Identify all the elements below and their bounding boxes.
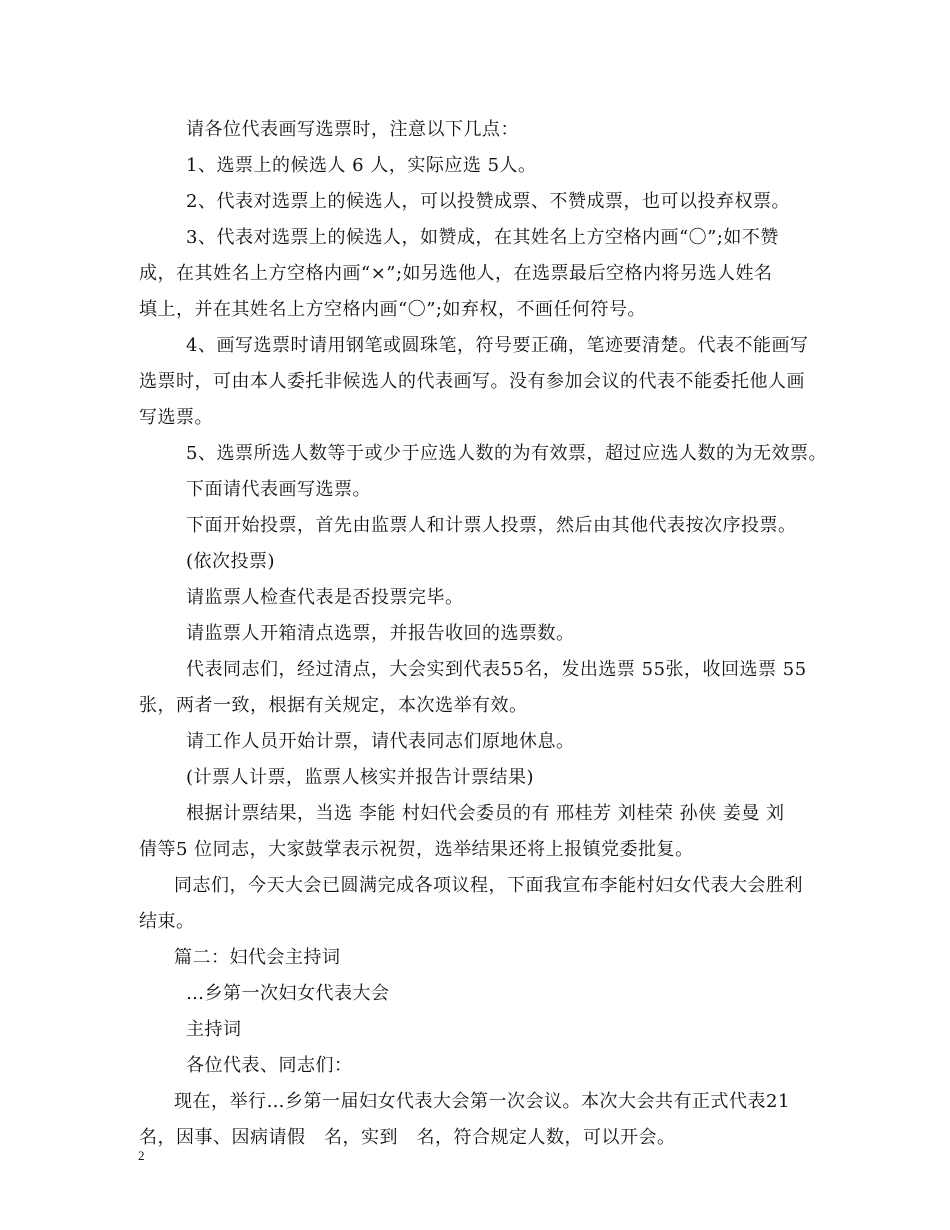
paragraph-line: 同志们，今天大会已圆满完成各项议程，下面我宣布李能村妇女代表大会胜利	[174, 875, 803, 896]
paragraph-line: 请工作人员开始计票，请代表同志们原地休息。	[186, 731, 575, 752]
paragraph-line: 下面开始投票，首先由监票人和计票人投票，然后由其他代表按次序投票。	[186, 515, 797, 536]
paragraph-line: 4、画写选票时请用钢笔或圆珠笔，符号要正确，笔迹要清楚。代表不能画写	[186, 335, 809, 356]
paragraph-line: 请各位代表画写选票时，注意以下几点：	[186, 119, 519, 140]
paragraph-line: 主持词	[186, 1019, 242, 1040]
paragraph-line: 代表同志们，经过清点，大会实到代表55名，发出选票 55张，收回选票 55	[186, 659, 807, 680]
paragraph-line: 现在，举行…乡第一届妇女代表大会第一次会议。本次大会共有正式代表21	[174, 1091, 790, 1112]
paragraph-line: 倩等5 位同志，大家鼓掌表示祝贺，选举结果还将上报镇党委批复。	[139, 839, 694, 860]
paragraph-line: 3、代表对选票上的候选人，如赞成，在其姓名上方空格内画“〇”;如不赞	[186, 227, 779, 248]
paragraph-line: 张，两者一致，根据有关规定，本次选举有效。	[139, 695, 528, 716]
paragraph-line: 写选票。	[139, 407, 213, 428]
paragraph-line: …乡第一次妇女代表大会	[186, 983, 390, 1004]
paragraph-line: 请监票人开箱清点选票，并报告收回的选票数。	[186, 623, 575, 644]
paragraph-line: 下面请代表画写选票。	[186, 479, 371, 500]
paragraph-line: (计票人计票，监票人核实并报告计票结果)	[186, 767, 535, 788]
paragraph-line: 根据计票结果，当选 李能 村妇代会委员的有 邢桂芳 刘桂荣 孙侠 姜曼 刘	[186, 803, 785, 824]
document-body	[139, 112, 827, 1156]
paragraph-line: 名，因事、因病请假 名，实到 名，符合规定人数，可以开会。	[139, 1127, 676, 1148]
paragraph-line: 结束。	[139, 911, 195, 932]
paragraph-line: 成，在其姓名上方空格内画“×”;如另选他人，在选票最后空格内将另选人姓名	[139, 263, 773, 284]
page-number: 2	[138, 1148, 145, 1163]
section-heading: 篇二：妇代会主持词	[174, 947, 341, 968]
paragraph-line: 2、代表对选票上的候选人，可以投赞成票、不赞成票，也可以投弃权票。	[186, 191, 790, 212]
paragraph-line: 各位代表、同志们：	[186, 1055, 353, 1076]
paragraph-line: 选票时，可由本人委托非候选人的代表画写。没有参加会议的代表不能委托他人画	[139, 371, 805, 392]
paragraph-line: 请监票人检查代表是否投票完毕。	[186, 587, 464, 608]
paragraph-line: (依次投票)	[186, 551, 276, 572]
paragraph-line: 5、选票所选人数等于或少于应选人数的为有效票，超过应选人数的为无效票。	[186, 443, 827, 464]
paragraph-line: 填上，并在其姓名上方空格内画“〇”;如弃权，不画任何符号。	[139, 299, 646, 320]
paragraph-line: 1、选票上的候选人 6 人，实际应选 5人。	[186, 155, 537, 176]
